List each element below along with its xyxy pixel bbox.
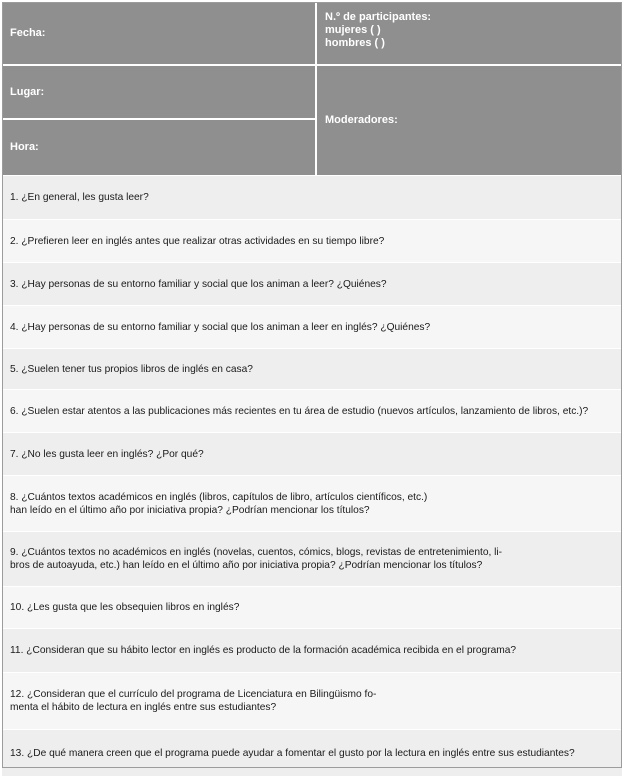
question-text: 11. ¿Consideran que su hábito lector en inglés es producto de la formación académica recibida en el programa?	[10, 645, 517, 656]
hora-label: Hora:	[10, 141, 39, 153]
participantes-label: N.º de participantes:	[325, 11, 432, 23]
fecha-label: Fecha:	[10, 26, 46, 39]
question-text: 8. ¿Cuántos textos académicos en inglés (libros, capítulos de libro, artículos científicos, etc.) han leído en el último año por iniciativa propia? ¿Podrían mencionar los títulos?	[10, 491, 428, 516]
question-text: 7. ¿No les gusta leer en inglés? ¿Por qué?	[10, 448, 204, 460]
question-text: 3. ¿Hay personas de su entorno familiar y social que los animan a leer? ¿Quiénes?	[10, 278, 387, 290]
question-text: 12. ¿Consideran que el currículo del programa de Licenciatura en Bilingüismo fo- menta el hábito de lectura en inglés entre sus estudiantes?	[10, 689, 377, 713]
form-border	[2, 2, 622, 768]
question-text: 4. ¿Hay personas de su entorno familiar y social que los animan a leer en inglés? ¿Quiénes?	[10, 321, 431, 333]
question-text: 1. ¿En general, les gusta leer?	[10, 192, 149, 203]
hombres-label: hombres ( )	[325, 37, 385, 49]
question-text: 10. ¿Les gusta que les obsequien libros en inglés?	[10, 602, 240, 613]
question-text: 2. ¿Prefieren leer en inglés antes que realizar otras actividades en su tiempo libre?	[10, 235, 385, 247]
moderadores-label: Moderadores:	[325, 114, 398, 126]
lugar-label: Lugar:	[10, 85, 45, 98]
question-text: 13. ¿De qué manera creen que el programa puede ayudar a fomentar el gusto por la lectura en inglés entre sus estudiantes?	[10, 747, 575, 759]
mujeres-label: mujeres ( )	[325, 24, 381, 36]
question-text: 9. ¿Cuántos textos no académicos en inglés (novelas, cuentos, cómics, blogs, revistas de entretenimiento, li- bros de autoayuda, etc.) han leído en el último año por iniciativa propia? ¿Podrían mencionar los títulos?	[10, 547, 503, 571]
question-text: 5. ¿Suelen tener tus propios libros de inglés en casa?	[10, 363, 253, 375]
question-text: 6. ¿Suelen estar atentos a las publicaciones más recientes en tu área de estudio (nuevos artículos, lanzamiento de libros, etc.)?	[10, 405, 589, 417]
